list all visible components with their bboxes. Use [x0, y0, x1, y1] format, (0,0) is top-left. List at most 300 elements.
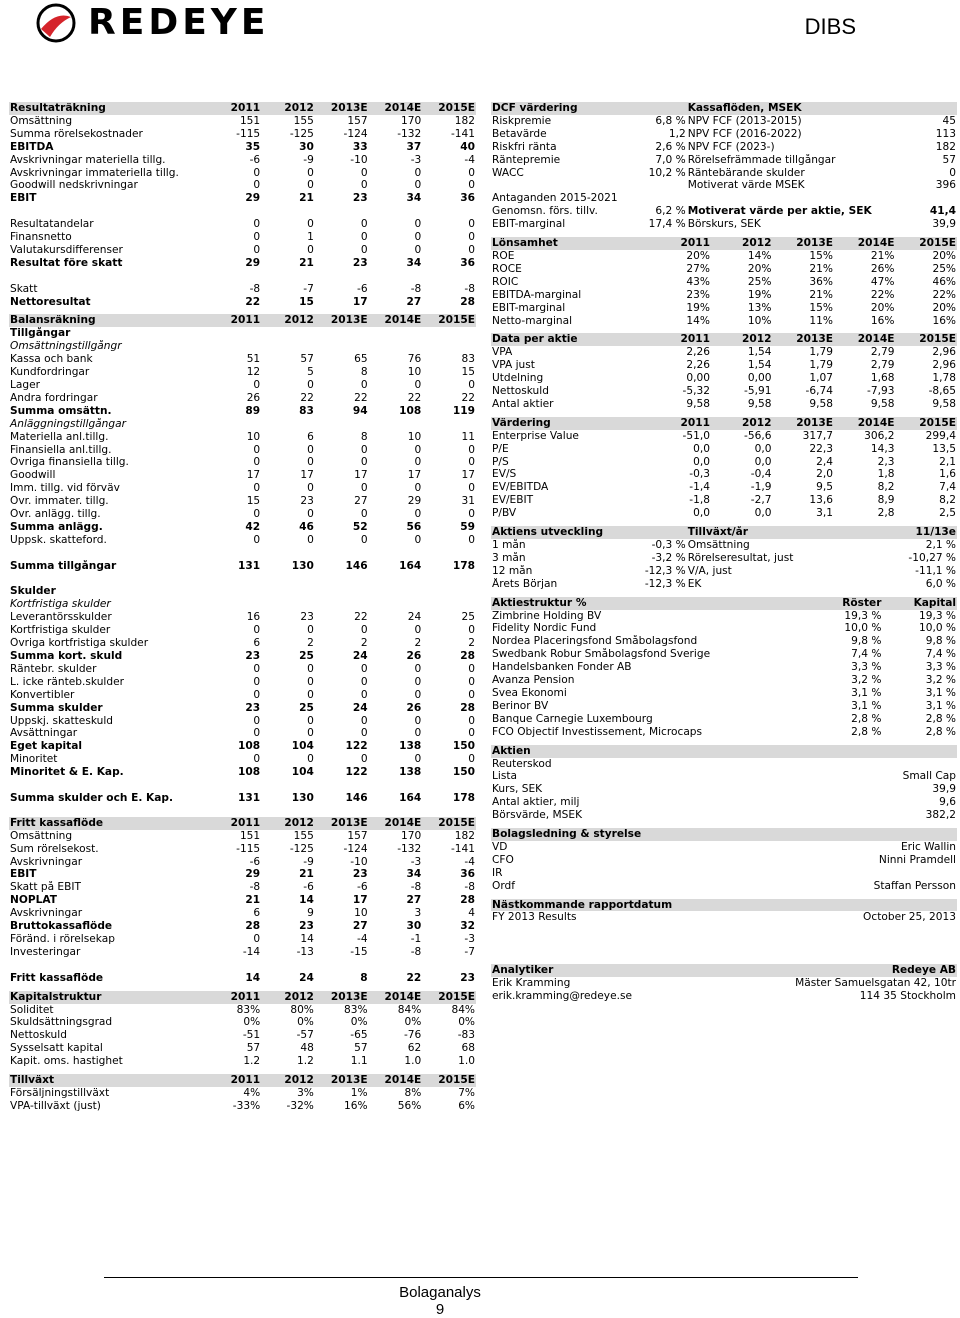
cell-value: 0 — [468, 443, 475, 456]
cell-value: Röster — [808, 597, 883, 610]
cell-value: -115 — [236, 127, 261, 140]
cell-value: 131 — [238, 791, 261, 804]
cell-value: 11% — [809, 314, 833, 327]
spacer-row — [9, 270, 476, 283]
cell-value: 8,2 — [939, 494, 956, 507]
cell-value: 9,58 — [686, 397, 710, 410]
cell-value: 2015E — [422, 1074, 476, 1087]
cell-value: 8,2 — [877, 481, 895, 494]
cell-value: 17 — [352, 894, 368, 907]
cell-value: 2014E — [369, 102, 423, 115]
table-row — [9, 715, 476, 728]
cell-value — [315, 205, 369, 218]
table-row — [491, 205, 957, 218]
table-row — [9, 676, 476, 689]
table-row — [9, 663, 476, 676]
cell-value — [369, 340, 423, 353]
cell-value: 8 — [360, 366, 368, 379]
row-label: Reuterskod — [492, 757, 552, 770]
table-row — [9, 830, 476, 843]
table-row — [491, 250, 957, 263]
cell-value: 51 — [246, 353, 261, 366]
cell-value: 3,1 % — [851, 699, 882, 712]
row-label: Enterprise Value — [492, 429, 579, 442]
table-row — [491, 674, 957, 687]
cell-value: 15 — [461, 366, 475, 379]
table-row — [9, 244, 476, 257]
cell-value: 170 — [401, 114, 422, 127]
row-label: Valutakursdifferenser — [10, 243, 123, 256]
cell-value: 32 — [460, 920, 475, 933]
row-label: Lager — [10, 379, 40, 391]
cell-value: 15 — [299, 295, 314, 308]
row-label: Bruttokassaflöde — [10, 920, 113, 933]
cell-value: 24 — [352, 650, 368, 662]
cell-value: 0 — [307, 688, 314, 701]
cell-value: 19% — [747, 288, 772, 301]
row-label: L. icke ränteb.skulder — [10, 675, 124, 688]
cell-value: 2,4 — [816, 455, 833, 468]
cell-value: 2014E — [369, 1074, 423, 1087]
table-row — [9, 327, 476, 340]
row-label: Handelsbanken Fonder AB — [492, 661, 632, 674]
cell-value: 164 — [399, 559, 422, 572]
cell-value: 22 — [406, 971, 422, 984]
cell-value — [261, 418, 315, 431]
cell-value: 34 — [406, 192, 422, 205]
table-row — [9, 115, 476, 128]
cell-value: 2012 — [711, 333, 773, 346]
cell-value: 10 — [407, 430, 422, 443]
row-label: FY 2013 Results — [492, 911, 577, 924]
cell-value: 2,0 — [816, 468, 833, 481]
table-row — [491, 218, 957, 231]
row-label: VPA — [492, 346, 513, 359]
table-row — [491, 289, 957, 302]
table-row — [9, 353, 476, 366]
cell-value: -3,2 % — [651, 551, 686, 564]
row-label: Svea Ekonomi — [492, 686, 567, 699]
cell-value: -3 — [410, 153, 422, 166]
row-label: Avskrivningar — [10, 907, 83, 920]
cell-value: 1,54 — [747, 346, 772, 359]
cell-value: 0 — [468, 179, 475, 192]
cell-value — [315, 598, 369, 611]
cell-value: -10 — [350, 153, 368, 166]
cell-value — [422, 598, 476, 611]
table-row — [9, 766, 476, 779]
table-row — [491, 687, 957, 700]
cell-value: 10 — [246, 430, 261, 443]
cell-value: 0 — [468, 675, 475, 688]
cell-value: 2011 — [207, 1074, 261, 1087]
cell-value: 8% — [404, 1086, 422, 1099]
cell-value: 2,8 % — [925, 725, 956, 738]
cell-value: 0 — [468, 753, 475, 766]
cell-value: -1,9 — [750, 481, 772, 494]
cell-value: 0 — [253, 714, 261, 727]
table-row — [9, 366, 476, 379]
cell-value: -1,4 — [689, 481, 710, 494]
cell-value: -8 — [464, 881, 475, 894]
cell-value: 182 — [454, 114, 475, 127]
footer-divider — [104, 1277, 858, 1278]
row-label: Lönsamhet — [491, 237, 649, 250]
cell-value — [687, 192, 906, 205]
cell-value: 170 — [401, 829, 422, 842]
cell-value: 0 — [360, 508, 368, 521]
row-label: Övr. immater. tillg. — [10, 495, 109, 508]
cell-value: 23 — [300, 495, 314, 508]
cell-value: 0 — [307, 675, 314, 688]
table-row — [491, 635, 957, 648]
cell-value: 23 — [352, 868, 368, 881]
row-label: Netto-marginal — [492, 314, 573, 327]
row-label: Börsvärde, MSEK — [492, 809, 583, 822]
row-label: Fidelity Nordic Fund — [492, 622, 597, 635]
row-label: Omsättning — [10, 114, 73, 127]
right-table-2 — [491, 333, 957, 410]
cell-value: 9,6 — [939, 796, 956, 809]
row-label: Summa anlägg. — [10, 520, 103, 533]
row-label — [9, 959, 207, 972]
cell-value: 2014E — [369, 314, 423, 327]
cell-value: 76 — [407, 353, 422, 366]
row-label: Omsättningstillgångr — [10, 340, 122, 353]
table-header-row — [9, 1074, 476, 1087]
cell-value: 2014E — [369, 991, 423, 1004]
row-label: Avskrivningar — [10, 855, 83, 868]
row-label: Antal aktier, milj — [492, 796, 580, 809]
table-row — [9, 894, 476, 907]
cell-value: 0,0 — [754, 442, 772, 455]
right-table-9 — [491, 964, 957, 1003]
cell-value: 80% — [290, 1003, 314, 1016]
cell-value: NPV FCF (2016-2022) — [687, 127, 802, 140]
cell-value: 36% — [809, 275, 833, 288]
cell-value: 0 — [414, 508, 422, 521]
cell-value — [422, 205, 476, 218]
cell-value: 0 — [468, 688, 475, 701]
cell-value: 22 — [245, 295, 261, 308]
row-label — [9, 270, 207, 283]
cell-value: -6 — [357, 881, 368, 894]
row-label: EBITDA-marginal — [492, 288, 582, 301]
cell-value: 94 — [352, 404, 368, 417]
table-row — [491, 648, 957, 661]
row-label: Nettoskuld — [492, 385, 549, 398]
cell-value: 9,8 % — [925, 635, 956, 648]
cell-value: 0 — [414, 231, 422, 244]
cell-value: 0 — [414, 727, 422, 740]
cell-value: 25 — [461, 611, 475, 624]
table-header-row — [491, 964, 957, 977]
page-header — [0, 0, 960, 60]
cell-value — [207, 585, 261, 598]
cell-value: -51,0 — [682, 429, 710, 442]
cell-value: 26% — [870, 262, 895, 275]
cell-value: 0 — [307, 379, 314, 391]
cell-value: 2012 — [261, 991, 315, 1004]
cell-value: -8,65 — [928, 385, 956, 398]
table-row — [491, 192, 957, 205]
cell-value: 2,1 — [939, 455, 956, 468]
cell-value: 9,8 % — [851, 635, 882, 648]
cell-value: 15% — [809, 249, 833, 262]
table-row — [9, 1087, 476, 1100]
cell-value: 3,2 % — [925, 674, 956, 687]
cell-value: -7 — [464, 945, 475, 958]
cell-value: 21% — [870, 249, 895, 262]
cell-value: 42 — [245, 520, 261, 533]
table-row — [491, 167, 957, 180]
cell-value: Rörelseresultat, just — [687, 551, 794, 564]
cell-value: 2015E — [422, 991, 476, 1004]
row-label: Sum rörelsekost. — [10, 842, 99, 855]
cell-value: 21 — [245, 894, 261, 907]
cell-value: 0 — [360, 482, 368, 495]
cell-value: 1,8 — [877, 468, 895, 481]
cell-value — [369, 959, 423, 972]
cell-value: 22,3 — [809, 442, 833, 455]
cell-value: -6 — [249, 855, 261, 868]
left-table-4 — [9, 1074, 476, 1113]
cell-value: -141 — [450, 842, 475, 855]
cell-value: 24 — [407, 611, 422, 624]
row-label: Uppskj. skatteskuld — [10, 714, 114, 727]
cell-value: -33% — [232, 1099, 261, 1112]
cell-value: 8 — [360, 430, 368, 443]
spacer-row — [9, 573, 476, 586]
table-row — [491, 713, 957, 726]
cell-value: 36 — [460, 256, 475, 269]
row-label: Antaganden 2015-2021 — [492, 192, 618, 205]
cell-value — [261, 205, 315, 218]
cell-value — [315, 573, 369, 586]
cell-value — [207, 598, 261, 611]
cell-value: 1.2 — [243, 1055, 261, 1068]
row-label: Summa rörelsekostnader — [10, 127, 143, 140]
cell-value — [261, 327, 315, 340]
row-label: Riskpremie — [492, 114, 552, 127]
table-header-row — [491, 526, 957, 539]
cell-value: 10,0 % — [844, 622, 882, 635]
cell-value: 0 — [360, 456, 368, 469]
table-row — [491, 578, 957, 591]
row-label: P/BV — [492, 507, 517, 520]
cell-value: 0 — [360, 443, 368, 456]
cell-value: 2011 — [207, 817, 261, 830]
cell-value: 6 — [253, 637, 261, 650]
table-row — [9, 192, 476, 205]
cell-value: 9,58 — [932, 397, 956, 410]
row-label: Fritt kassaflöde — [10, 971, 104, 984]
cell-value: 27 — [406, 894, 422, 907]
cell-value: 0 — [307, 753, 314, 766]
row-label: Utdelning — [492, 372, 544, 385]
table-row — [9, 154, 476, 167]
cell-value — [207, 327, 261, 340]
cell-value: 157 — [347, 829, 368, 842]
cell-value: 23 — [352, 192, 368, 205]
cell-value: 182 — [454, 829, 475, 842]
cell-value: Staffan Persson — [873, 879, 956, 892]
cell-value: 0 — [253, 662, 261, 675]
table-row — [9, 379, 476, 392]
cell-value: 1,07 — [809, 372, 833, 385]
cell-value: 0 — [253, 231, 261, 244]
cell-value: 0 — [253, 508, 261, 521]
cell-value: 122 — [345, 766, 368, 779]
cell-value: 41,4 — [929, 205, 956, 218]
row-label: erik.kramming@redeye.se — [492, 990, 632, 1003]
cell-value: 27% — [686, 262, 710, 275]
cell-value: 17 — [246, 469, 261, 482]
cell-value: 17,4 % — [648, 218, 686, 231]
table-row — [9, 418, 476, 431]
cell-value: 10 — [354, 907, 368, 920]
table-row — [491, 977, 957, 990]
cell-value: Motiverat värde MSEK — [687, 179, 805, 192]
row-label: Summa skulder och E. Kap. — [10, 791, 173, 804]
table-row — [491, 494, 957, 507]
table-row — [491, 622, 957, 635]
row-label: Skatt — [10, 282, 38, 295]
company-name: DIBS — [804, 14, 856, 39]
table-row — [491, 385, 957, 398]
right-table-4 — [491, 526, 957, 591]
cell-value: 46% — [932, 275, 956, 288]
table-header-row — [9, 314, 476, 327]
cell-value: -12,3 % — [644, 564, 686, 577]
cell-value: 0,0 — [693, 507, 710, 520]
table-row — [491, 456, 957, 469]
cell-value — [207, 959, 261, 972]
table-header-row — [491, 745, 957, 758]
cell-value: 0 — [414, 662, 422, 675]
cell-value: 0 — [414, 533, 422, 546]
row-label: Nettoskuld — [10, 1029, 67, 1042]
row-label: Skulder — [10, 585, 56, 598]
cell-value: 2 — [414, 637, 422, 650]
cell-value: 83% — [236, 1003, 261, 1016]
cell-value: 22% — [870, 288, 895, 301]
cell-value: 0 — [307, 218, 314, 231]
table-row — [9, 1100, 476, 1113]
cell-value: 7,4 % — [851, 648, 882, 661]
cell-value: 3,1 % — [925, 699, 956, 712]
cell-value: 56% — [397, 1099, 422, 1112]
cell-value: 2 — [307, 637, 314, 650]
cell-value: Ninni Pramdell — [878, 853, 956, 866]
cell-value — [369, 270, 423, 283]
cell-value: 6 — [253, 907, 261, 920]
cell-value: 0 — [468, 166, 475, 179]
cell-value — [645, 179, 687, 192]
cell-value: 17 — [407, 469, 422, 482]
row-label: Aktiestruktur % — [491, 597, 808, 610]
cell-value: -56,6 — [744, 429, 772, 442]
cell-value: 26 — [246, 391, 261, 404]
table-row — [491, 315, 957, 328]
cell-value: -132 — [397, 842, 422, 855]
cell-value: 11 — [461, 430, 475, 443]
right-table-6 — [491, 745, 957, 822]
cell-value: 0 — [253, 675, 261, 688]
cell-value: 0 — [360, 243, 368, 256]
cell-value: 108 — [238, 766, 261, 779]
cell-value: 22 — [407, 391, 422, 404]
cell-value — [369, 547, 423, 560]
table-header-row — [491, 102, 957, 115]
cell-value: 0 — [468, 231, 475, 244]
cell-value — [315, 418, 369, 431]
cell-value: 28 — [460, 650, 475, 662]
cell-value: 4 — [468, 907, 475, 920]
table-row — [491, 990, 957, 1003]
row-label: Summa kort. skuld — [10, 650, 123, 662]
cell-value — [207, 779, 261, 792]
cell-value: 17 — [354, 469, 368, 482]
table-row — [9, 508, 476, 521]
cell-value: 0 — [414, 482, 422, 495]
cell-value: 47% — [870, 275, 895, 288]
cell-value — [422, 418, 476, 431]
row-label: Uppsk. skatteford. — [10, 533, 107, 546]
cell-value — [207, 205, 261, 218]
cell-value — [422, 270, 476, 283]
cell-value: 36 — [460, 868, 475, 881]
table-header-row — [9, 817, 476, 830]
cell-value — [724, 867, 957, 880]
table-row — [9, 283, 476, 296]
cell-value: 2011 — [649, 417, 711, 430]
cell-value: -115 — [236, 842, 261, 855]
table-row — [491, 359, 957, 372]
cell-value: 2012 — [261, 1074, 315, 1087]
cell-value: 0 — [468, 533, 475, 546]
row-label: EBIT — [10, 192, 37, 205]
row-label: VD — [492, 840, 508, 853]
cell-value: 0 — [414, 166, 422, 179]
cell-value — [261, 779, 315, 792]
row-label: EV/S — [492, 468, 517, 481]
cell-value: 0 — [307, 662, 314, 675]
row-label: Erik Kramming — [492, 977, 571, 990]
cell-value: 2,79 — [870, 359, 895, 372]
table-row — [9, 753, 476, 766]
cell-value: 108 — [399, 404, 422, 417]
cell-value: 0 — [307, 508, 314, 521]
cell-value — [369, 779, 423, 792]
cell-value: 14% — [686, 314, 710, 327]
table-row — [491, 911, 957, 924]
row-label: Finansnetto — [10, 231, 72, 244]
cell-value — [369, 598, 423, 611]
cell-value: 40 — [460, 140, 475, 153]
table-row — [491, 115, 957, 128]
cell-value: 31 — [461, 495, 475, 508]
row-label — [9, 573, 207, 586]
cell-value: 2012 — [261, 102, 315, 115]
table-row — [9, 598, 476, 611]
cell-value: 122 — [345, 740, 368, 753]
cell-value: -14 — [242, 945, 261, 958]
left-table-3 — [9, 991, 476, 1068]
cell-value: 2 — [468, 637, 475, 650]
row-label: Aktiens utveckling — [492, 526, 603, 539]
cell-value: 2 — [360, 637, 368, 650]
